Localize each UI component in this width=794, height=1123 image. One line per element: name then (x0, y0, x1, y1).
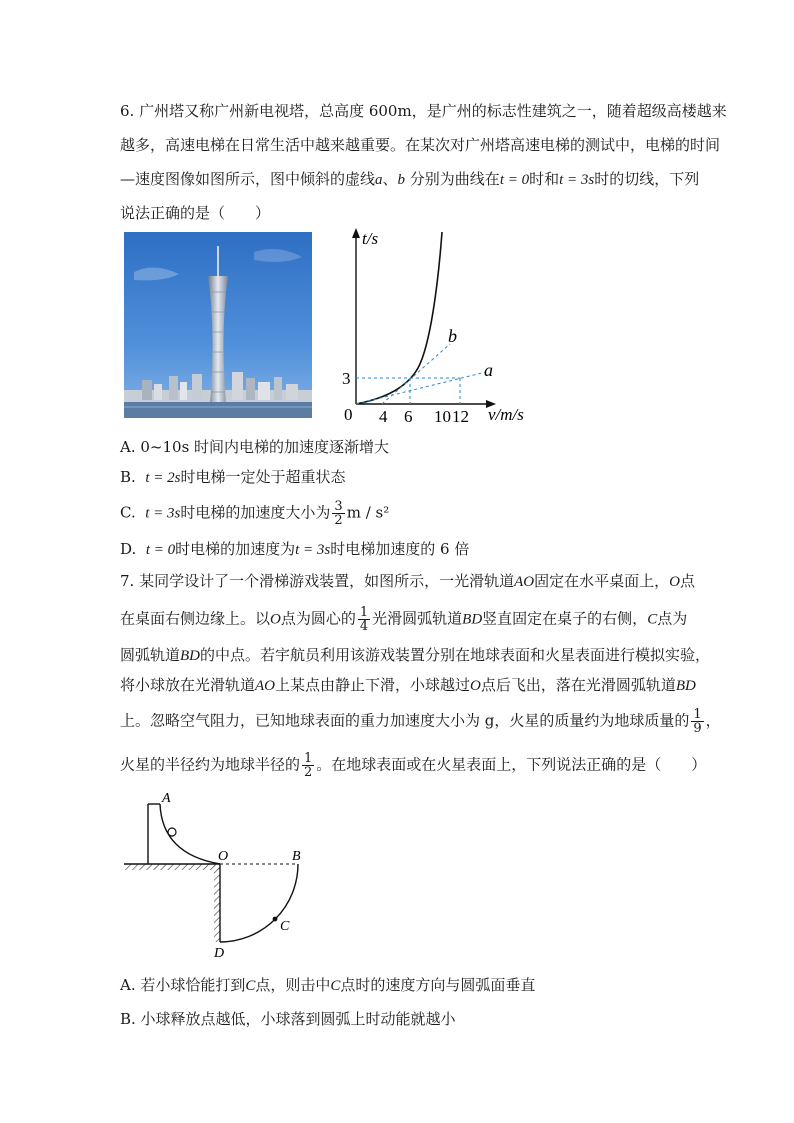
option-letter: B. (120, 468, 136, 486)
text: 圆弧轨道 (120, 646, 181, 664)
time-t3: t = 3s (295, 542, 331, 558)
text: 火星的半径约为地球半径的 (120, 755, 301, 774)
text: 点为圆心的 (280, 609, 356, 628)
text: 点为 (657, 609, 688, 628)
option-text: 时电梯一定处于超重状态 (180, 468, 346, 486)
text: 点 (679, 572, 695, 590)
table-surface-hatch (124, 864, 220, 870)
fraction-1-2 (302, 752, 314, 779)
var-b: b (397, 172, 406, 188)
tangent-b (382, 344, 450, 404)
q7-line4 (120, 674, 696, 697)
x-tick-6: 6 (404, 407, 413, 424)
var-O: O (669, 574, 680, 590)
option-text: 点时的速度方向与圆弧面垂直 (340, 976, 536, 994)
sep: 、 (382, 170, 398, 188)
numerator: 3 (334, 499, 343, 514)
var-C: C (245, 978, 256, 994)
label-a: a (484, 360, 493, 380)
text: 上某点由静止下滑，小球越过 (275, 676, 471, 694)
option-text: 时电梯的加速度为 (175, 540, 296, 558)
time-t0: t = 0 (499, 172, 530, 188)
denominator: 2 (334, 513, 343, 528)
var-BD: BD (180, 648, 201, 664)
q7-line6 (120, 752, 706, 779)
q7-line3 (120, 644, 710, 667)
label-C: C (280, 919, 290, 934)
text: 。在地球表面或在火星表面上，下列说法正确的是（ ） (316, 755, 707, 774)
label-O: O (218, 849, 229, 864)
var-a: a (375, 172, 383, 188)
text: ， (705, 711, 721, 730)
var-O: O (470, 678, 481, 694)
q6-option-d (120, 538, 469, 561)
q6-line2: 越多，高速电梯在日常生活中越来越重要。在某次对广州塔高速电梯的测试中，电梯的时间 (120, 136, 721, 154)
time-t2: t = 2s (145, 470, 181, 486)
text: 固定在水平桌面上， (534, 572, 670, 590)
text: 点后飞出，落在光滑圆弧轨道 (480, 676, 676, 694)
q6-line3-text: 时的切线，下列 (594, 170, 700, 188)
fraction-3-2 (332, 500, 344, 527)
text: 竖直固定在桌子的右侧， (482, 609, 648, 628)
option-letter: C. (120, 503, 136, 522)
var-AO: AO (255, 678, 276, 694)
slide-track-diagram (120, 790, 320, 960)
var-AO: AO (514, 574, 535, 590)
var-BD: BD (675, 678, 696, 694)
option-text: 点，则击中 (255, 976, 331, 994)
tangent-a (356, 372, 486, 404)
ball (168, 828, 176, 836)
numerator: 1 (304, 751, 313, 766)
numerator: 1 (359, 605, 369, 620)
q6-line3 (120, 168, 699, 191)
q6-option-c (120, 500, 389, 527)
q7-line5 (120, 708, 721, 735)
fraction-1-4 (358, 606, 370, 633)
label-D: D (214, 946, 225, 960)
text: 将小球放在光滑轨道 (120, 676, 256, 694)
q6-line3-text: 时和 (529, 170, 560, 188)
text: 在桌面右侧边缘上。以 (120, 609, 271, 628)
var-O: O (270, 611, 281, 628)
time-velocity-graph (338, 226, 538, 424)
x-axis-label: v/m/s (488, 405, 524, 424)
y-axis-arrow-icon (352, 228, 360, 238)
denominator: 2 (304, 765, 313, 780)
q6-option-a: A. 0~10s 时间内电梯的加速度逐渐增大 (120, 438, 390, 456)
q6-line3-text: 分别为曲线在 (405, 170, 500, 188)
x-tick-10: 10 (434, 407, 451, 424)
x-tick-12: 12 (452, 407, 469, 424)
label-A: A (162, 791, 171, 806)
label-B: B (292, 849, 301, 864)
point-C (273, 917, 278, 922)
denominator: 9 (693, 721, 702, 736)
q7-line2 (120, 606, 687, 633)
canton-tower-photo (124, 232, 312, 418)
time-t3: t = 3s (145, 505, 181, 522)
denominator: 4 (359, 619, 369, 634)
numerator: 1 (693, 707, 702, 722)
option-letter: D. (120, 540, 137, 558)
option-text: 时电梯加速度的 6 倍 (330, 540, 470, 558)
q7-option-b: B. 小球释放点越低，小球落到圆弧上时动能就越小 (120, 1010, 456, 1028)
option-text: 时电梯的加速度大小为 (180, 503, 331, 522)
time-t3: t = 3s (559, 172, 595, 188)
q6-option-b (120, 466, 346, 489)
q7-line1 (120, 570, 695, 593)
var-C: C (647, 611, 658, 628)
q7-option-a (120, 974, 535, 997)
text: 的中点。若宇航员利用该游戏装置分别在地球表面和火星表面进行模拟实验， (200, 646, 711, 664)
label-b: b (448, 326, 457, 346)
q6-line4: 说法正确的是（ ） (120, 204, 271, 222)
time-t0: t = 0 (145, 542, 176, 558)
text: 7. 某同学设计了一个滑梯游戏装置，如图所示，一光滑轨道 (120, 572, 515, 590)
option-text: A. 若小球恰能打到 (120, 976, 246, 994)
text: 上。忽略空气阻力，已知地球表面的重力加速度大小为 g，火星的质量约为地球质量的 (120, 711, 690, 730)
origin-label: 0 (344, 405, 353, 424)
y-axis-label: t/s (362, 229, 379, 248)
x-tick-4: 4 (379, 407, 388, 424)
text: 光滑圆弧轨道 (372, 609, 463, 628)
q6-line1: 6. 广州塔又称广州新电视塔，总高度 600m，是广州的标志性建筑之一，随着超级高楼越来 (120, 102, 727, 120)
var-BD: BD (462, 611, 483, 628)
var-C: C (330, 978, 341, 994)
fraction-1-9 (691, 708, 703, 735)
unit: m / s² (346, 503, 390, 522)
y-tick-3: 3 (342, 369, 351, 388)
q6-line3-text: —速度图像如图所示，图中倾斜的虚线 (120, 170, 376, 188)
table-side-hatch (214, 864, 220, 942)
